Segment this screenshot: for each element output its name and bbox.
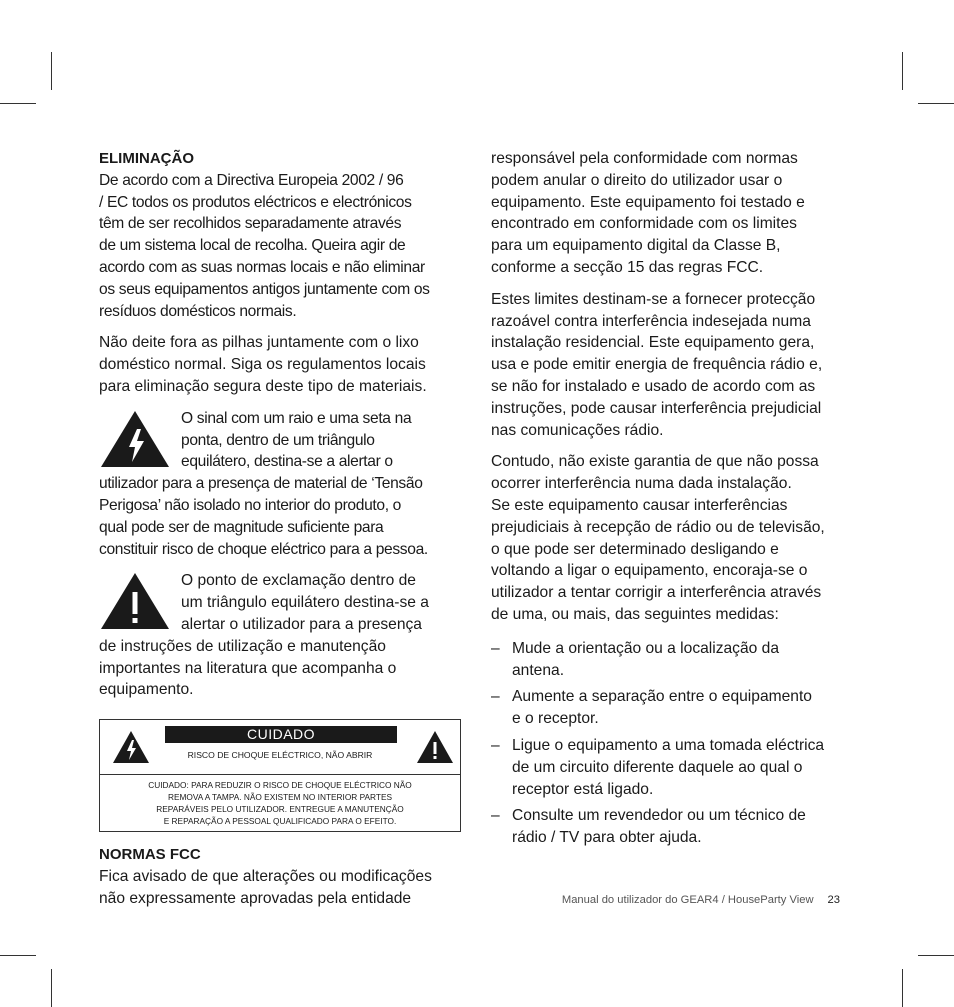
limits-paragraph: Estes limites destinam-se a fornecer protecção razoável contra interferência indesejada numa instalação residencial. Este equipamento gera, usa e pode emitir energia de frequência rádio e, se não for instalado e usado de acordo com as instruções, pode causar interferência prejudicial nas comunicações rádio. (491, 290, 823, 439)
list-item: – Ligue o equipamento a uma tomada eléctrica de um circuito diferente daquele ao qual o receptor está ligado. (491, 736, 825, 798)
crop-mark (0, 955, 36, 956)
exclamation-warning-block: O ponto de exclamação dentro de um triângulo equilátero destina-se a alertar o utilizador para a presença de instruções de utilização e manutenção importantes na literatura que acompanha o equipamento. (99, 572, 429, 699)
list-item: – Mude a orientação ou a localização da antena. (491, 639, 780, 679)
crop-mark (51, 969, 52, 1007)
interference-paragraph: Contudo, não existe garantia de que não possa ocorrer interferência numa dada instalação. Se este equipamento causar interferências prejudiciais à recepção de rádio ou de televisão, o que pode ser determinado desligando e voltando a ligar o equipamento, encoraja-se o utilizador a tentar corrigir a interferência através de uma, ou mais, das seguintes medidas: (491, 453, 825, 623)
caution-label-header (100, 720, 460, 775)
page-footer (520, 894, 840, 906)
fcc-continued-paragraph: responsável pela conformidade com normas podem anular o direito do utilizador usar o equipamento. Este equipamento foi testado e encontrado em conformidade com os limites para um equipamento digital da Classe B, conforme a secção 15 das regras FCC. (491, 150, 805, 276)
exclamation-warning-triangle-icon (99, 570, 171, 632)
fcc-paragraph: Fica avisado de que alterações ou modificações não expressamente aprovadas pela entidade (99, 867, 432, 907)
caution-label-box (99, 719, 461, 832)
list-dash: – (491, 736, 500, 754)
exclamation-warning-triangle-icon (416, 729, 454, 765)
fcc-heading: NORMAS FCC (99, 846, 201, 864)
list-dash: – (491, 807, 500, 825)
left-column (99, 148, 465, 910)
list-dash: – (491, 688, 500, 706)
crop-mark (902, 969, 903, 1007)
batteries-paragraph: Não deite fora as pilhas juntamente com o lixo doméstico normal. Siga os regulamentos locais para eliminação segura deste tipo de materiais. (99, 334, 427, 395)
page-number: 23 (827, 894, 840, 906)
measures-list (491, 638, 857, 849)
lightning-warning-triangle-icon (99, 408, 171, 470)
list-item: – Consulte um revendedor ou um técnico de rádio / TV para obter ajuda. (491, 807, 806, 847)
list-item: – Aumente a separação entre o equipamento e o receptor. (491, 688, 812, 728)
elimination-paragraph: De acordo com a Directiva Europeia 2002 / 96 / EC todos os produtos eléctricos e electrónicos têm de ser recolhidos separadamente através de um sistema local de recolha. Queira agir de acordo com as suas normas locais e não eliminar os seus equipamentos antigos juntamente com os resíduos domésticos normais. (99, 171, 430, 320)
caution-subtitle: RISCO DE CHOQUE ELÉCTRICO, NÃO ABRIR (187, 750, 373, 761)
crop-mark (51, 52, 52, 90)
caution-title: CUIDADO (165, 726, 397, 743)
crop-mark (918, 955, 954, 956)
lightning-warning-block: O sinal com um raio e uma seta na ponta, dentro de um triângulo equilátero, destina-se a alertar o utilizador para a presença de material de ‘Tensão Perigosa’ não isolado no interior do produto, o qual pode ser de magnitude suficiente para constituir risco de choque eléctrico para a pessoa. (99, 409, 428, 558)
list-dash: – (491, 639, 500, 657)
manual-title: Manual do utilizador do GEAR4 / HouseParty View (561, 894, 814, 906)
crop-mark (0, 103, 36, 104)
caution-body: CUIDADO: PARA REDUZIR O RISCO DE CHOQUE ELÉCTRICO NÃO REMOVA A TAMPA. NÃO EXISTEM NO INTERIOR PARTES REPARÁVEIS PELO UTILIZADOR. ENTREGUE A MANUTENÇÃO E REPARAÇÃO A PESSOAL QUALIFICADO PARA O EFEITO. (148, 780, 412, 827)
right-column (491, 148, 857, 854)
elimination-heading: ELIMINAÇÃO (99, 150, 194, 167)
crop-mark (918, 103, 954, 104)
crop-mark (902, 52, 903, 90)
